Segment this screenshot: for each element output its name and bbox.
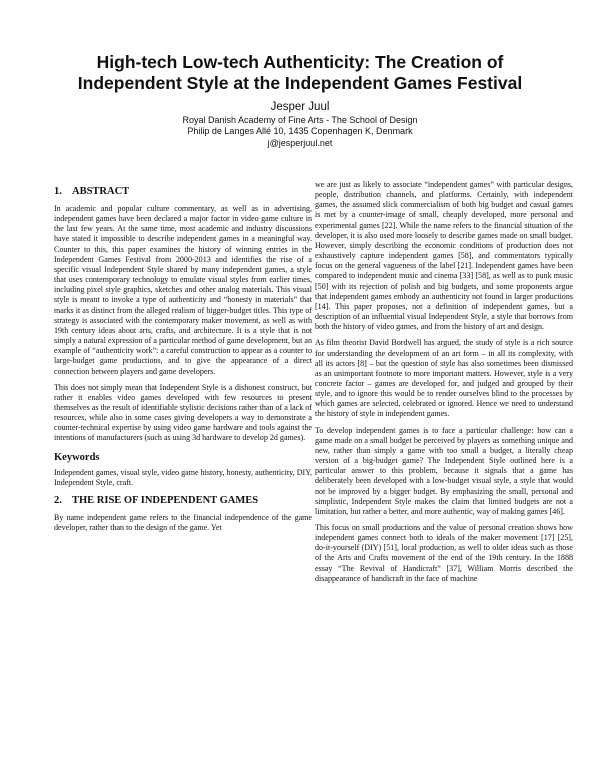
section-2-paragraph-1: By name independent game refers to the financial independence of the game developer, rather than to the design of the game. Yet	[54, 512, 312, 533]
right-paragraph-2: As film theorist David Bordwell has argued, the study of style is a rich source for understanding the development of an art form – in all its complexity, with all its actors [8] – but the question of style has also sometimes been dismissed as an unimportant footnote to more important matters. However, style is a very concrete factor – games are developed for, and judged and grouped by their style, and to ignore this would be to render ourselves blind to the processes by which games are selected, celebrated or ignored. Hence we need to understand the history of style in independent games.	[315, 338, 573, 419]
keywords-heading: Keywords	[54, 451, 100, 463]
left-column	[54, 182, 312, 539]
title-line-1: High-tech Low-tech Authenticity: The Creation of	[96, 52, 504, 72]
section-2-heading	[54, 494, 312, 507]
right-paragraph-1: we are just as likely to associate “independent games” with particular designs, people, distribution channels, and platforms. Certainly, with independent games, the assumed slick commercialism of both big budget and casual games is met by a counter-image of small, cheaply developed, more personal and experimental games [22]. While the name refers to the financial situation of the developer, it is also used more loosely to describe games made on small budget. However, simply describing the economic conditions of production does not exhaustively capture independent games [58], and commentators typically focus on the general vagueness of the label [21]. Independent games have been compared to independent music and cinema [33] [58], as well as to punk music [50] with its rejection of polish and big budgets, and some proponents argue that independent games embody an authenticity not found in larger productions [14]. This paper proposes, not a definition of independent games, but a description of an influential visual Independent Style, a style that borrows from both the history of video games, and from the history of art and design.	[315, 180, 573, 332]
author-block	[40, 100, 560, 149]
right-paragraph-4: This focus on small productions and the value of personal creation shows how independent games connect both to ideals of the maker movement [17] [25], do-it-yourself (DIY) [51], local production, as well to older ideas such as those of the Arts and Crafts movement of the end of the 19th century. In the 1888 essay “The Revival of Handicraft” [37], William Morris described the disappearance of handicraft in the face of machine	[315, 523, 573, 583]
section-2-number: 2.	[54, 494, 62, 506]
author-email[interactable]: j@jesperjuul.net	[267, 137, 333, 148]
abstract-heading	[54, 185, 312, 198]
abstract-number: 1.	[54, 186, 62, 197]
title-line-2: Independent Style at the Independent Games Festival	[77, 73, 523, 93]
affiliation-line-1: Royal Danish Academy of Fine Arts - The School of Design	[182, 115, 418, 125]
affiliation-line-2: Philip de Langes Allé 10, 1435 Copenhagen K, Denmark	[187, 126, 413, 137]
abstract-paragraph-1: In academic and popular culture commentary, as well as in advertising, independent games have been declared a major factor in video game culture in the last few years. At the same time, most academic and industry discussions have stated it impossible to describe independent games in a meaningful way. Counter to this, this paper examines the history of winning entries in the Independent Games Festival from 2000-2013 and identifies the rise of a specific visual Independent Style shared by many independent games, a style that uses contemporary technology to emulate visual styles from earlier times, including pixel style graphics, sketches and other analog materials. This visual style is meant to invoke a type of authenticity and “honesty in materials” that marks it as distinct from the alleged realism of bigger-budget titles. This type of strategy is associated with the contemporary maker movement, as well as with 19th century ideas about arts, crafts, and architecture. It is a style that is not simply a natural expression of a particular method of game development, but an example of “authenticity work”: a careful construction to appear as a counter to large-budget game productions, and to give the appearance of a direct connection between players and game developers.	[54, 204, 312, 376]
abstract-paragraph-2: This does not simply mean that Independent Style is a dishonest construct, but rather it enables video games developed with few resources to present themselves as the result of identifiable stylistic decisions rather than of a lack of resources, while also in some cases giving developers a way to demonstrate a counter-technical expertise by using video game hardware and tools against the intentions of manufacturers (such as using 3d hardware to develop 2d games).	[54, 382, 312, 443]
section-2-heading-text: THE RISE OF INDEPENDENT GAMES	[72, 494, 259, 506]
right-column	[315, 180, 573, 590]
right-paragraph-3: To develop independent games is to face a particular challenge: how can a game made on a small budget be perceived by players as something unique and new, rather than simply a game with too small a budget, a literally cheap version of a big-budget game? The Independent Style outlined here is a particular answer to this problem, because it signals that a game has deliberately been developed with a low-budget visual style, a style that would not be improved by a bigger budget. By emphasizing the small, personal and simplistic, Independent Style makes the claim that limited budgets are not a limitation, but rather a better, and more authentic, way of making games [46].	[315, 425, 573, 516]
paper-title	[40, 52, 560, 94]
keywords-text: Independent games, visual style, video game history, honesty, authenticity, DIY, Independent Style, craft.	[54, 467, 312, 487]
abstract-heading-text: ABSTRACT	[72, 186, 130, 197]
author-name: Jesper Juul	[270, 101, 330, 113]
